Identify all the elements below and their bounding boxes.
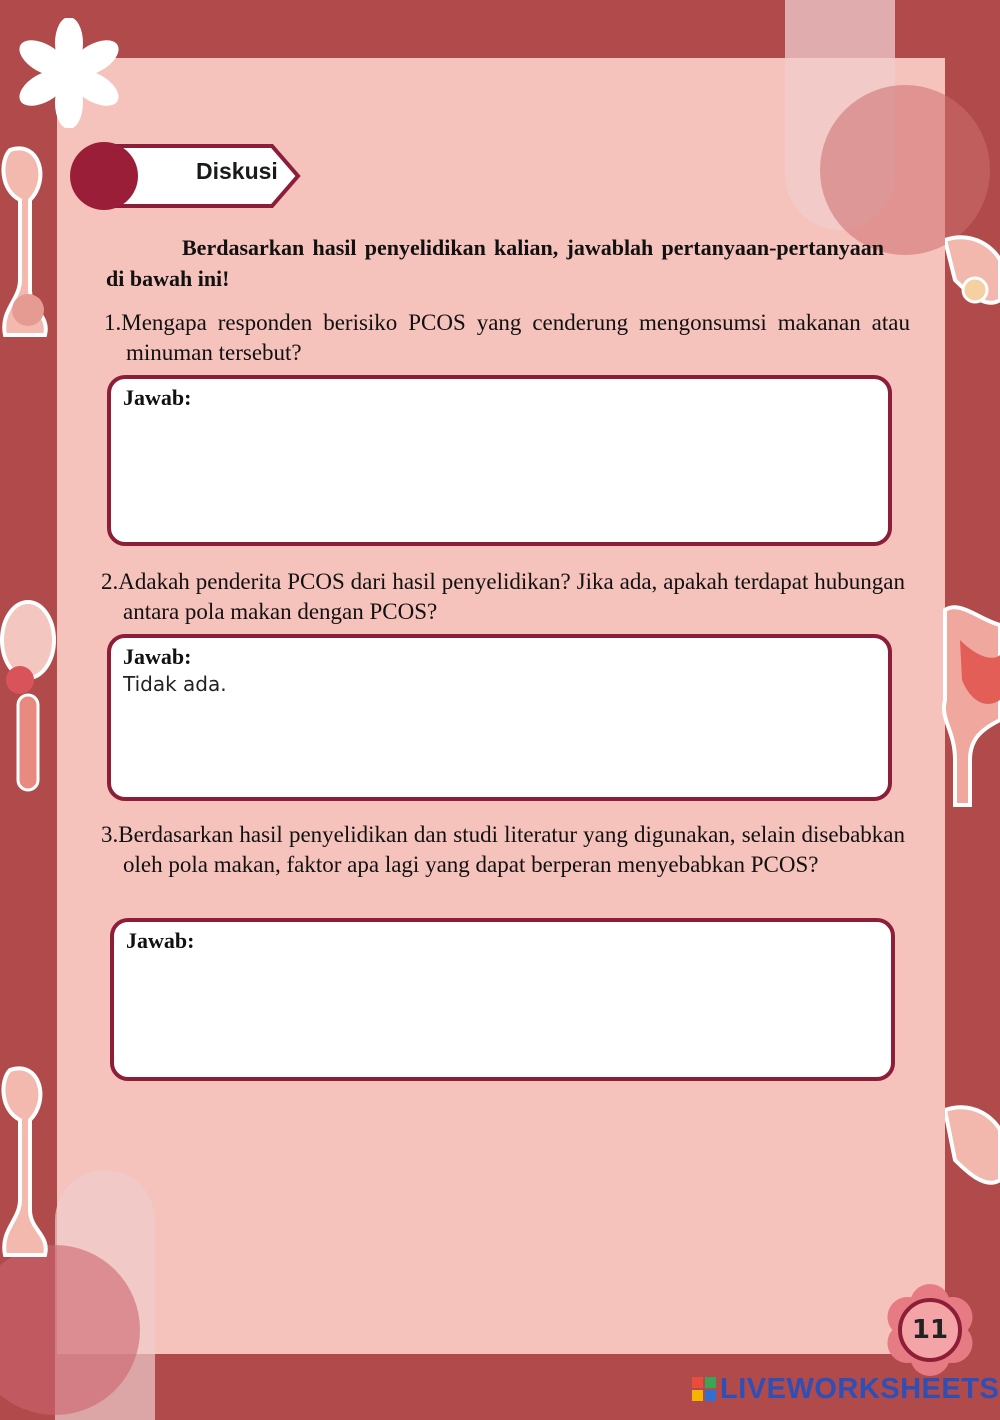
- section-title: Diskusi: [196, 158, 278, 184]
- male-anatomy-illustration-icon: [0, 140, 57, 340]
- white-flower-icon: [14, 18, 124, 128]
- question-3: [101, 820, 905, 880]
- liveworksheets-logo-icon: [692, 1377, 716, 1401]
- question-number: 3.: [101, 822, 119, 847]
- watermark-text: LIVEWORKSHEETS: [720, 1372, 1000, 1405]
- answer-label: Jawab:: [126, 928, 195, 953]
- question-2: [101, 567, 905, 627]
- female-anatomy-illustration-icon-2: [945, 1090, 1000, 1220]
- answer-box-1: [107, 375, 892, 546]
- male-anatomy-illustration-icon-3: [0, 1060, 57, 1260]
- male-anatomy-illustration-icon-2: [0, 600, 57, 800]
- section-heading: [70, 140, 310, 212]
- question-number: 2.: [101, 569, 119, 594]
- question-text: Adakah penderita PCOS dari hasil penyelidikan? Jika ada, apakah terdapat hubungan antara pola makan dengan PCOS?: [118, 569, 905, 624]
- answer-input-2[interactable]: [123, 672, 876, 787]
- question-1: [104, 308, 910, 368]
- answer-box-2: [107, 634, 892, 801]
- question-text: Berdasarkan hasil penyelidikan dan studi literatur yang digunakan, selain disebabkan oleh pola makan, faktor apa lagi yang dapat berperan menyebabkan PCOS?: [118, 822, 905, 877]
- page-number: 11: [911, 1315, 949, 1345]
- answer-input-1[interactable]: [123, 413, 876, 532]
- answer-label: Jawab:: [123, 644, 192, 669]
- page-number-badge: [880, 1280, 980, 1380]
- answer-box-3: [110, 918, 895, 1081]
- female-anatomy-illustration-icon: [945, 220, 1000, 340]
- answer-label: Jawab:: [123, 385, 192, 410]
- liveworksheets-watermark[interactable]: [692, 1374, 999, 1404]
- uterus-illustration-icon: [940, 600, 1000, 810]
- question-number: 1.: [104, 310, 122, 335]
- instruction-text: Berdasarkan hasil penyelidikan kalian, jawablah pertanyaan-pertanyaan di bawah ini!: [106, 235, 884, 291]
- heading-dot: [70, 142, 138, 210]
- question-text: Mengapa responden berisiko PCOS yang cenderung mengonsumsi makanan atau minuman tersebut?: [121, 310, 910, 365]
- answer-input-3[interactable]: [126, 956, 879, 1067]
